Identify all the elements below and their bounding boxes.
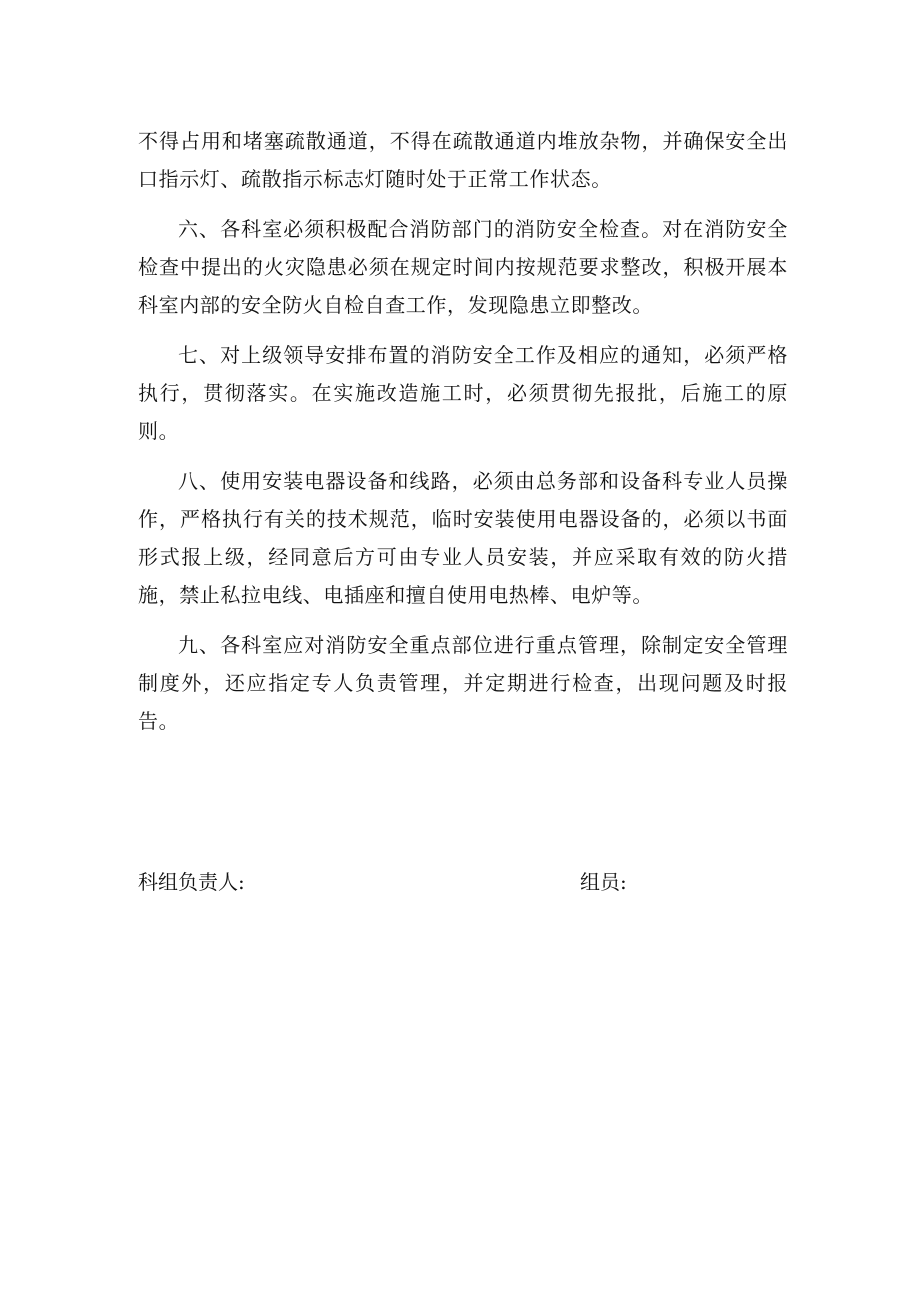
paragraph-item-6: 六、各科室必须积极配合消防部门的消防安全检查。对在消防安全检查中提出的火灾隐患必须在规定时间内按规范要求整改，积极开展本科室内部的安全防火自检自查工作，发现隐患立即整改。 <box>138 217 788 317</box>
section-leader-label: 科组负责人: <box>138 870 245 894</box>
document-body <box>138 122 788 740</box>
signature-line <box>0 862 920 902</box>
paragraph-item-8: 八、使用安装电器设备和线路，必须由总务部和设备科专业人员操作，严格执行有关的技术规范，临时安装使用电器设备的，必须以书面形式报上级，经同意后方可由专业人员安装，并应采取有效的防火措施，禁止私拉电线、电插座和擅自使用电热棒、电炉等。 <box>138 469 788 607</box>
paragraph-continuation: 不得占用和堵塞疏散通道，不得在疏散通道内堆放杂物，并确保安全出口指示灯、疏散指示标志灯随时处于正常工作状态。 <box>138 129 788 191</box>
paragraph-item-7: 七、对上级领导安排布置的消防安全工作及相应的通知，必须严格执行，贯彻落实。在实施改造施工时，必须贯彻先报批，后施工的原则。 <box>138 343 788 443</box>
members-label: 组员: <box>580 870 627 894</box>
paragraph-item-9: 九、各科室应对消防安全重点部位进行重点管理，除制定安全管理制度外，还应指定专人负责管理，并定期进行检查，出现问题及时报告。 <box>138 633 788 733</box>
